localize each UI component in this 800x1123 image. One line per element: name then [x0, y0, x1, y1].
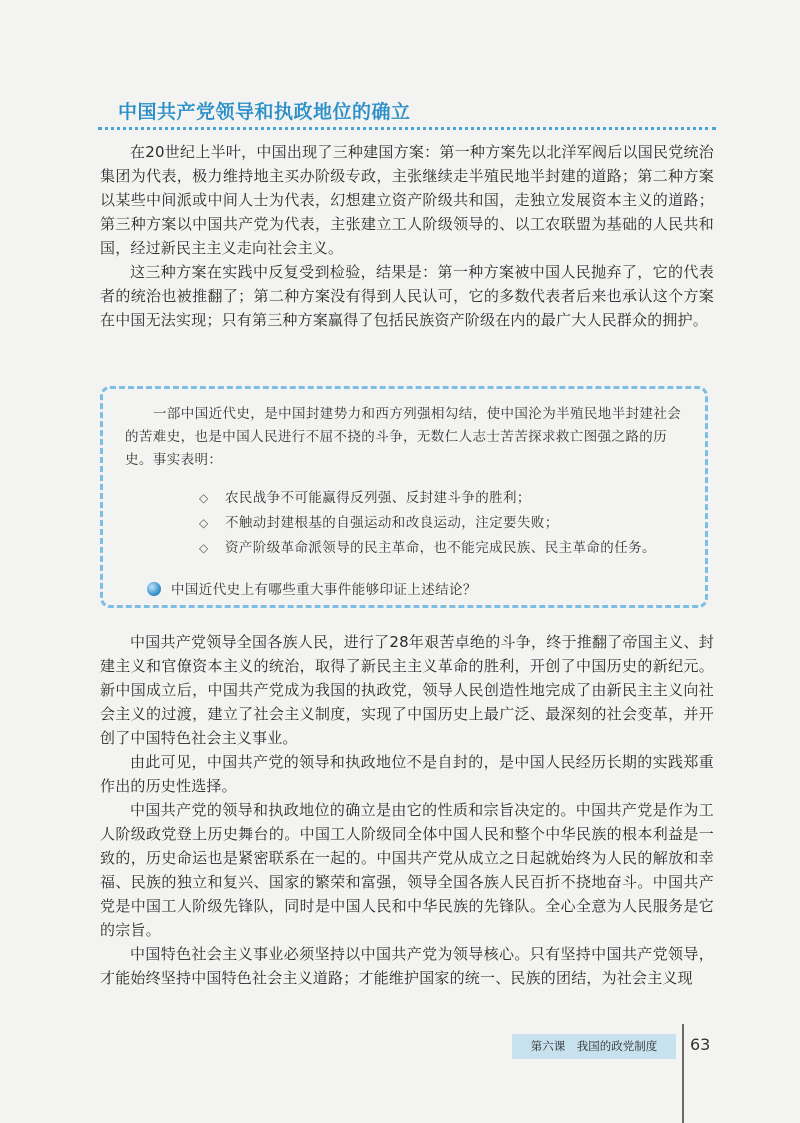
page-number: 63: [690, 1035, 711, 1054]
footer-vertical-rule: [682, 1024, 684, 1123]
bullet-text: 农民战争不可能赢得反列强、反封建斗争的胜利；: [225, 490, 531, 506]
paragraph: 中国共产党的领导和执政地位的确立是由它的性质和宗旨决定的。中国共产党是作为工人阶级政党登上历史舞台的。中国工人阶级同全体中国人民和整个中华民族的根本利益是一致的，历史命运也是紧密联系在一起的。中国共产党从成立之日起就始终为人民的解放和幸福、民族的独立和复兴、国家的繁荣和富强，领导全国各族人民百折不挠地奋斗。中国共产党是中国工人阶级先锋队，同时是中国人民和中华民族的先锋队。全心全意为人民服务是它的宗旨。: [100, 801, 714, 939]
bullet-text: 资产阶级革命派领导的民主革命，也不能完成民族、民主革命的任务。: [225, 540, 656, 556]
paragraph: 中国共产党领导全国各族人民，进行了28年艰苦卓绝的斗争，终于推翻了帝国主义、封建主义和官僚资本主义的统治，取得了新民主主义革命的胜利，开创了中国历史的新纪元。新中国成立后，中国共产党成为我国的执政党，领导人民创造性地完成了由新民主主义向社会主义的过渡，建立了社会主义制度，实现了中国历史上最广泛、最深刻的社会变革，并开创了中国特色社会主义事业。: [100, 633, 714, 747]
reading-box: [100, 386, 708, 608]
box-bullet-list: [199, 486, 656, 561]
diamond-bullet-icon: ◇: [199, 516, 209, 530]
bullet-text: 不触动封建根基的自强运动和改良运动，注定要失败；: [225, 515, 559, 531]
list-item: [199, 511, 656, 536]
diamond-bullet-icon: ◇: [199, 541, 209, 555]
question-bullet-icon: [147, 582, 161, 596]
footer-lesson-label: 第六课 我国的政党制度: [512, 1034, 676, 1059]
paragraph: 由此可见，中国共产党的领导和执政地位不是自封的，是中国人民经历长期的实践郑重作出的历史性选择。: [100, 753, 714, 795]
list-item: [199, 536, 656, 561]
diamond-bullet-icon: ◇: [199, 491, 209, 505]
text-block-top: [100, 140, 714, 332]
box-intro-text: 一部中国近代史，是中国封建势力和西方列强相勾结，使中国沦为半殖民地半封建社会的苦难史，也是中国人民进行不屈不挠的斗争，无数仁人志士苦苦探求救亡图强之路的历史。事实表明：: [125, 406, 682, 468]
paragraph: 中国特色社会主义事业必须坚持以中国共产党为领导核心。只有坚持中国共产党领导，才能始终坚持中国特色社会主义道路；才能维护国家的统一、民族的团结，为社会主义现: [100, 945, 714, 987]
title-dotted-rule: [98, 127, 716, 130]
box-question: [147, 578, 477, 598]
paragraph: 在20世纪上半叶，中国出现了三种建国方案：第一种方案先以北洋军阀后以国民党统治集团为代表，极力维持地主买办阶级专政，主张继续走半殖民地半封建的道路；第二种方案以某些中间派或中间人士为代表，幻想建立资产阶级共和国，走独立发展资本主义的道路；第三种方案以中国共产党为代表，主张建立工人阶级领导的、以工农联盟为基础的人民共和国，经过新民主主义走向社会主义。: [100, 143, 714, 257]
text-block-bottom: [100, 630, 714, 990]
list-item: [199, 486, 656, 511]
section-title: 中国共产党领导和执政地位的确立: [118, 101, 411, 123]
question-text: 中国近代史上有哪些重大事件能够印证上述结论？: [171, 582, 477, 598]
paragraph: 这三种方案在实践中反复受到检验，结果是：第一种方案被中国人民抛弃了，它的代表者的统治也被推翻了；第二种方案没有得到人民认可，它的多数代表者后来也承认这个方案在中国无法实现；只有第三种方案赢得了包括民族资产阶级在内的最广大人民群众的拥护。: [100, 263, 714, 329]
